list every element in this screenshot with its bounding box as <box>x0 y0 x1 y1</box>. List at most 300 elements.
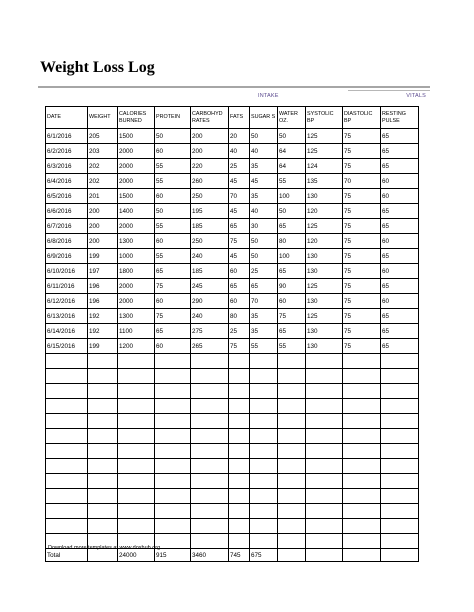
empty-cell <box>155 459 191 474</box>
empty-cell <box>278 399 306 414</box>
table-cell: 1100 <box>118 324 155 339</box>
empty-row <box>46 474 419 489</box>
table-cell: 60 <box>155 144 191 159</box>
table-cell: 75 <box>155 279 191 294</box>
table-cell: 1800 <box>118 264 155 279</box>
table-cell: 130 <box>306 264 343 279</box>
table-cell: 250 <box>191 189 229 204</box>
empty-cell <box>381 444 419 459</box>
empty-cell <box>191 369 229 384</box>
empty-cell <box>118 384 155 399</box>
table-cell: 60 <box>381 264 419 279</box>
table-cell: 240 <box>191 249 229 264</box>
table-cell: 240 <box>191 309 229 324</box>
empty-cell <box>88 519 118 534</box>
empty-cell <box>343 459 381 474</box>
table-cell: 125 <box>306 219 343 234</box>
empty-cell <box>229 474 250 489</box>
table-cell: 202 <box>88 174 118 189</box>
empty-cell <box>88 399 118 414</box>
table-cell: 75 <box>343 129 381 144</box>
page-title: Weight Loss Log <box>40 59 155 76</box>
table-cell: 245 <box>191 279 229 294</box>
empty-cell <box>306 459 343 474</box>
column-header: WATER OZ. <box>278 107 306 129</box>
table-cell: 55 <box>250 339 278 354</box>
table-cell: 50 <box>155 204 191 219</box>
empty-cell <box>46 384 88 399</box>
table-cell: 6/3/2016 <box>46 159 88 174</box>
empty-cell <box>343 399 381 414</box>
table-row <box>46 249 419 264</box>
table-cell: 65 <box>229 279 250 294</box>
totals-sugars: 675 <box>250 549 278 562</box>
table-cell: 135 <box>306 174 343 189</box>
table-cell: 50 <box>250 129 278 144</box>
empty-cell <box>191 429 229 444</box>
table-cell: 290 <box>191 294 229 309</box>
empty-cell <box>278 534 306 549</box>
empty-cell <box>306 429 343 444</box>
totals-cell <box>381 549 419 562</box>
empty-cell <box>306 399 343 414</box>
empty-cell <box>306 414 343 429</box>
intake-group-label: INTAKE <box>258 93 279 99</box>
table-cell: 50 <box>250 249 278 264</box>
table-cell: 130 <box>306 249 343 264</box>
table-cell: 60 <box>381 189 419 204</box>
totals-cell <box>343 549 381 562</box>
empty-cell <box>306 384 343 399</box>
empty-cell <box>306 444 343 459</box>
table-row <box>46 144 419 159</box>
empty-cell <box>306 474 343 489</box>
table-row <box>46 264 419 279</box>
table-cell: 65 <box>278 264 306 279</box>
empty-cell <box>278 414 306 429</box>
table-cell: 60 <box>381 294 419 309</box>
empty-cell <box>250 444 278 459</box>
empty-cell <box>155 414 191 429</box>
column-header: SYSTOLIC BP <box>306 107 343 129</box>
table-cell: 60 <box>229 294 250 309</box>
empty-cell <box>118 519 155 534</box>
empty-cell <box>118 474 155 489</box>
empty-cell <box>229 519 250 534</box>
empty-cell <box>343 384 381 399</box>
table-cell: 6/6/2016 <box>46 204 88 219</box>
table-cell: 195 <box>191 204 229 219</box>
empty-cell <box>155 504 191 519</box>
weight-log-table <box>45 106 419 562</box>
table-cell: 60 <box>155 339 191 354</box>
empty-cell <box>343 369 381 384</box>
empty-cell <box>155 519 191 534</box>
empty-cell <box>191 384 229 399</box>
table-cell: 65 <box>381 204 419 219</box>
empty-cell <box>250 489 278 504</box>
table-cell: 75 <box>343 189 381 204</box>
table-cell: 75 <box>343 324 381 339</box>
empty-row <box>46 369 419 384</box>
empty-cell <box>46 459 88 474</box>
table-cell: 35 <box>250 159 278 174</box>
empty-cell <box>88 384 118 399</box>
empty-cell <box>343 354 381 369</box>
empty-cell <box>343 504 381 519</box>
empty-cell <box>46 474 88 489</box>
empty-cell <box>278 459 306 474</box>
table-cell: 125 <box>306 144 343 159</box>
empty-row <box>46 414 419 429</box>
table-cell: 70 <box>343 174 381 189</box>
table-row <box>46 129 419 144</box>
empty-row <box>46 399 419 414</box>
table-cell: 65 <box>381 219 419 234</box>
empty-row <box>46 354 419 369</box>
empty-cell <box>229 504 250 519</box>
empty-cell <box>191 489 229 504</box>
column-header: DIASTOLIC BP <box>343 107 381 129</box>
table-cell: 75 <box>278 309 306 324</box>
empty-cell <box>118 429 155 444</box>
table-cell: 75 <box>343 234 381 249</box>
empty-cell <box>278 519 306 534</box>
empty-cell <box>229 414 250 429</box>
empty-cell <box>118 444 155 459</box>
table-cell: 65 <box>381 279 419 294</box>
table-cell: 65 <box>155 264 191 279</box>
table-cell: 1400 <box>118 204 155 219</box>
table-cell: 50 <box>250 234 278 249</box>
empty-cell <box>343 534 381 549</box>
table-cell: 55 <box>155 249 191 264</box>
empty-cell <box>381 474 419 489</box>
empty-cell <box>306 504 343 519</box>
table-cell: 65 <box>250 279 278 294</box>
empty-cell <box>306 369 343 384</box>
table-cell: 100 <box>278 249 306 264</box>
table-cell: 125 <box>306 309 343 324</box>
table-cell: 130 <box>306 189 343 204</box>
table-cell: 2000 <box>118 174 155 189</box>
table-cell: 75 <box>343 144 381 159</box>
table-cell: 60 <box>278 294 306 309</box>
column-header: DATE <box>46 107 88 129</box>
empty-cell <box>46 429 88 444</box>
table-cell: 120 <box>306 234 343 249</box>
table-cell: 65 <box>278 324 306 339</box>
empty-cell <box>229 429 250 444</box>
table-cell: 6/11/2016 <box>46 279 88 294</box>
table-cell: 25 <box>229 159 250 174</box>
empty-cell <box>250 399 278 414</box>
table-cell: 50 <box>278 129 306 144</box>
table-row <box>46 339 419 354</box>
empty-cell <box>278 354 306 369</box>
table-cell: 50 <box>278 204 306 219</box>
empty-cell <box>155 369 191 384</box>
empty-cell <box>229 354 250 369</box>
table-cell: 60 <box>381 234 419 249</box>
empty-cell <box>118 414 155 429</box>
empty-cell <box>118 399 155 414</box>
totals-fats: 745 <box>229 549 250 562</box>
empty-cell <box>191 414 229 429</box>
table-cell: 6/15/2016 <box>46 339 88 354</box>
totals-cell <box>278 549 306 562</box>
empty-cell <box>278 444 306 459</box>
empty-cell <box>191 444 229 459</box>
vitals-divider <box>348 90 430 91</box>
table-cell: 70 <box>229 189 250 204</box>
table-cell: 125 <box>306 129 343 144</box>
empty-cell <box>88 414 118 429</box>
empty-cell <box>46 444 88 459</box>
table-row <box>46 174 419 189</box>
table-cell: 2000 <box>118 219 155 234</box>
table-cell: 90 <box>278 279 306 294</box>
empty-cell <box>46 354 88 369</box>
table-row <box>46 324 419 339</box>
table-cell: 55 <box>278 339 306 354</box>
empty-cell <box>278 474 306 489</box>
empty-cell <box>343 414 381 429</box>
header-row <box>46 107 419 129</box>
empty-cell <box>88 489 118 504</box>
table-cell: 45 <box>229 249 250 264</box>
table-cell: 260 <box>191 174 229 189</box>
table-cell: 65 <box>381 339 419 354</box>
table-cell: 100 <box>278 189 306 204</box>
totals-cell <box>306 549 343 562</box>
title-area <box>38 52 430 88</box>
table-cell: 50 <box>155 129 191 144</box>
empty-cell <box>381 504 419 519</box>
table-cell: 6/13/2016 <box>46 309 88 324</box>
empty-cell <box>46 489 88 504</box>
empty-cell <box>229 399 250 414</box>
table-row <box>46 309 419 324</box>
footer-note: Download more templates at www.doxhub.org <box>48 545 161 551</box>
table-row <box>46 189 419 204</box>
empty-cell <box>250 354 278 369</box>
empty-cell <box>278 504 306 519</box>
table-cell: 130 <box>306 339 343 354</box>
empty-cell <box>343 444 381 459</box>
empty-row <box>46 459 419 474</box>
empty-cell <box>118 489 155 504</box>
empty-cell <box>88 369 118 384</box>
table-cell: 40 <box>250 204 278 219</box>
empty-cell <box>191 534 229 549</box>
empty-cell <box>278 489 306 504</box>
empty-cell <box>306 354 343 369</box>
empty-cell <box>381 429 419 444</box>
empty-cell <box>118 369 155 384</box>
empty-cell <box>250 369 278 384</box>
table-cell: 75 <box>229 339 250 354</box>
table-cell: 25 <box>250 264 278 279</box>
table-cell: 1000 <box>118 249 155 264</box>
empty-cell <box>155 354 191 369</box>
totals-carbs: 3460 <box>191 549 229 562</box>
table-cell: 1500 <box>118 129 155 144</box>
table-cell: 197 <box>88 264 118 279</box>
table-cell: 6/8/2016 <box>46 234 88 249</box>
empty-cell <box>191 459 229 474</box>
empty-cell <box>381 399 419 414</box>
log-body <box>46 129 419 549</box>
table-cell: 200 <box>191 144 229 159</box>
table-cell: 75 <box>155 309 191 324</box>
empty-cell <box>229 369 250 384</box>
column-header: RESTING PULSE <box>381 107 419 129</box>
empty-cell <box>278 369 306 384</box>
table-cell: 55 <box>155 159 191 174</box>
empty-cell <box>343 519 381 534</box>
empty-cell <box>155 399 191 414</box>
table-row <box>46 219 419 234</box>
table-cell: 265 <box>191 339 229 354</box>
empty-cell <box>381 534 419 549</box>
table-cell: 75 <box>343 264 381 279</box>
table-cell: 1500 <box>118 189 155 204</box>
empty-cell <box>88 354 118 369</box>
table-cell: 45 <box>229 174 250 189</box>
table-cell: 124 <box>306 159 343 174</box>
empty-cell <box>278 429 306 444</box>
table-cell: 75 <box>343 279 381 294</box>
table-cell: 40 <box>229 144 250 159</box>
table-cell: 40 <box>250 144 278 159</box>
table-cell: 201 <box>88 189 118 204</box>
empty-cell <box>381 414 419 429</box>
totals-label: Total <box>46 549 88 562</box>
column-header: PROTEIN <box>155 107 191 129</box>
vitals-group-label: VITALS <box>406 93 426 99</box>
empty-cell <box>88 474 118 489</box>
table-cell: 6/7/2016 <box>46 219 88 234</box>
table-cell: 75 <box>343 219 381 234</box>
table-cell: 125 <box>306 279 343 294</box>
table-cell: 35 <box>250 324 278 339</box>
empty-cell <box>381 354 419 369</box>
empty-cell <box>381 489 419 504</box>
empty-cell <box>306 489 343 504</box>
empty-cell <box>306 519 343 534</box>
table-cell: 199 <box>88 249 118 264</box>
empty-cell <box>46 504 88 519</box>
empty-cell <box>88 429 118 444</box>
table-cell: 185 <box>191 264 229 279</box>
table-cell: 2000 <box>118 294 155 309</box>
table-cell: 25 <box>229 324 250 339</box>
empty-cell <box>250 519 278 534</box>
empty-cell <box>381 459 419 474</box>
empty-cell <box>229 444 250 459</box>
empty-cell <box>306 534 343 549</box>
empty-cell <box>278 384 306 399</box>
table-cell: 55 <box>155 219 191 234</box>
empty-cell <box>343 429 381 444</box>
table-cell: 275 <box>191 324 229 339</box>
empty-cell <box>118 354 155 369</box>
empty-cell <box>229 459 250 474</box>
table-cell: 70 <box>250 294 278 309</box>
empty-cell <box>191 354 229 369</box>
empty-row <box>46 504 419 519</box>
table-row <box>46 204 419 219</box>
empty-row <box>46 384 419 399</box>
table-cell: 45 <box>250 174 278 189</box>
table-cell: 130 <box>306 294 343 309</box>
table-row <box>46 279 419 294</box>
empty-cell <box>46 399 88 414</box>
table-cell: 200 <box>88 234 118 249</box>
table-cell: 65 <box>278 219 306 234</box>
column-header: WEIGHT <box>88 107 118 129</box>
empty-cell <box>118 459 155 474</box>
empty-row <box>46 444 419 459</box>
empty-cell <box>155 474 191 489</box>
table-cell: 64 <box>278 144 306 159</box>
column-header: FATS <box>229 107 250 129</box>
empty-cell <box>155 444 191 459</box>
table-cell: 65 <box>155 324 191 339</box>
table-cell: 6/14/2016 <box>46 324 88 339</box>
table-cell: 60 <box>155 234 191 249</box>
empty-row <box>46 519 419 534</box>
table-cell: 130 <box>306 324 343 339</box>
table-cell: 75 <box>343 309 381 324</box>
table-cell: 60 <box>381 174 419 189</box>
table-cell: 6/5/2016 <box>46 189 88 204</box>
table-cell: 203 <box>88 144 118 159</box>
empty-row <box>46 489 419 504</box>
table-row <box>46 294 419 309</box>
group-header-row <box>38 88 430 104</box>
empty-cell <box>191 504 229 519</box>
table-cell: 6/1/2016 <box>46 129 88 144</box>
table-cell: 200 <box>191 129 229 144</box>
empty-cell <box>88 444 118 459</box>
table-cell: 220 <box>191 159 229 174</box>
empty-cell <box>250 429 278 444</box>
empty-cell <box>155 489 191 504</box>
empty-cell <box>46 519 88 534</box>
table-cell: 196 <box>88 294 118 309</box>
table-cell: 65 <box>381 144 419 159</box>
table-cell: 2000 <box>118 159 155 174</box>
empty-cell <box>46 369 88 384</box>
totals-protein: 915 <box>155 549 191 562</box>
column-header: CARBOHYD RATES <box>191 107 229 129</box>
table-cell: 1200 <box>118 339 155 354</box>
column-header: SUGAR S <box>250 107 278 129</box>
table-cell: 65 <box>381 324 419 339</box>
empty-row <box>46 429 419 444</box>
table-cell: 2000 <box>118 279 155 294</box>
table-cell: 75 <box>343 204 381 219</box>
empty-cell <box>250 474 278 489</box>
empty-cell <box>155 429 191 444</box>
table-cell: 60 <box>155 189 191 204</box>
empty-cell <box>250 414 278 429</box>
table-cell: 30 <box>250 219 278 234</box>
table-cell: 250 <box>191 234 229 249</box>
table-cell: 55 <box>155 174 191 189</box>
